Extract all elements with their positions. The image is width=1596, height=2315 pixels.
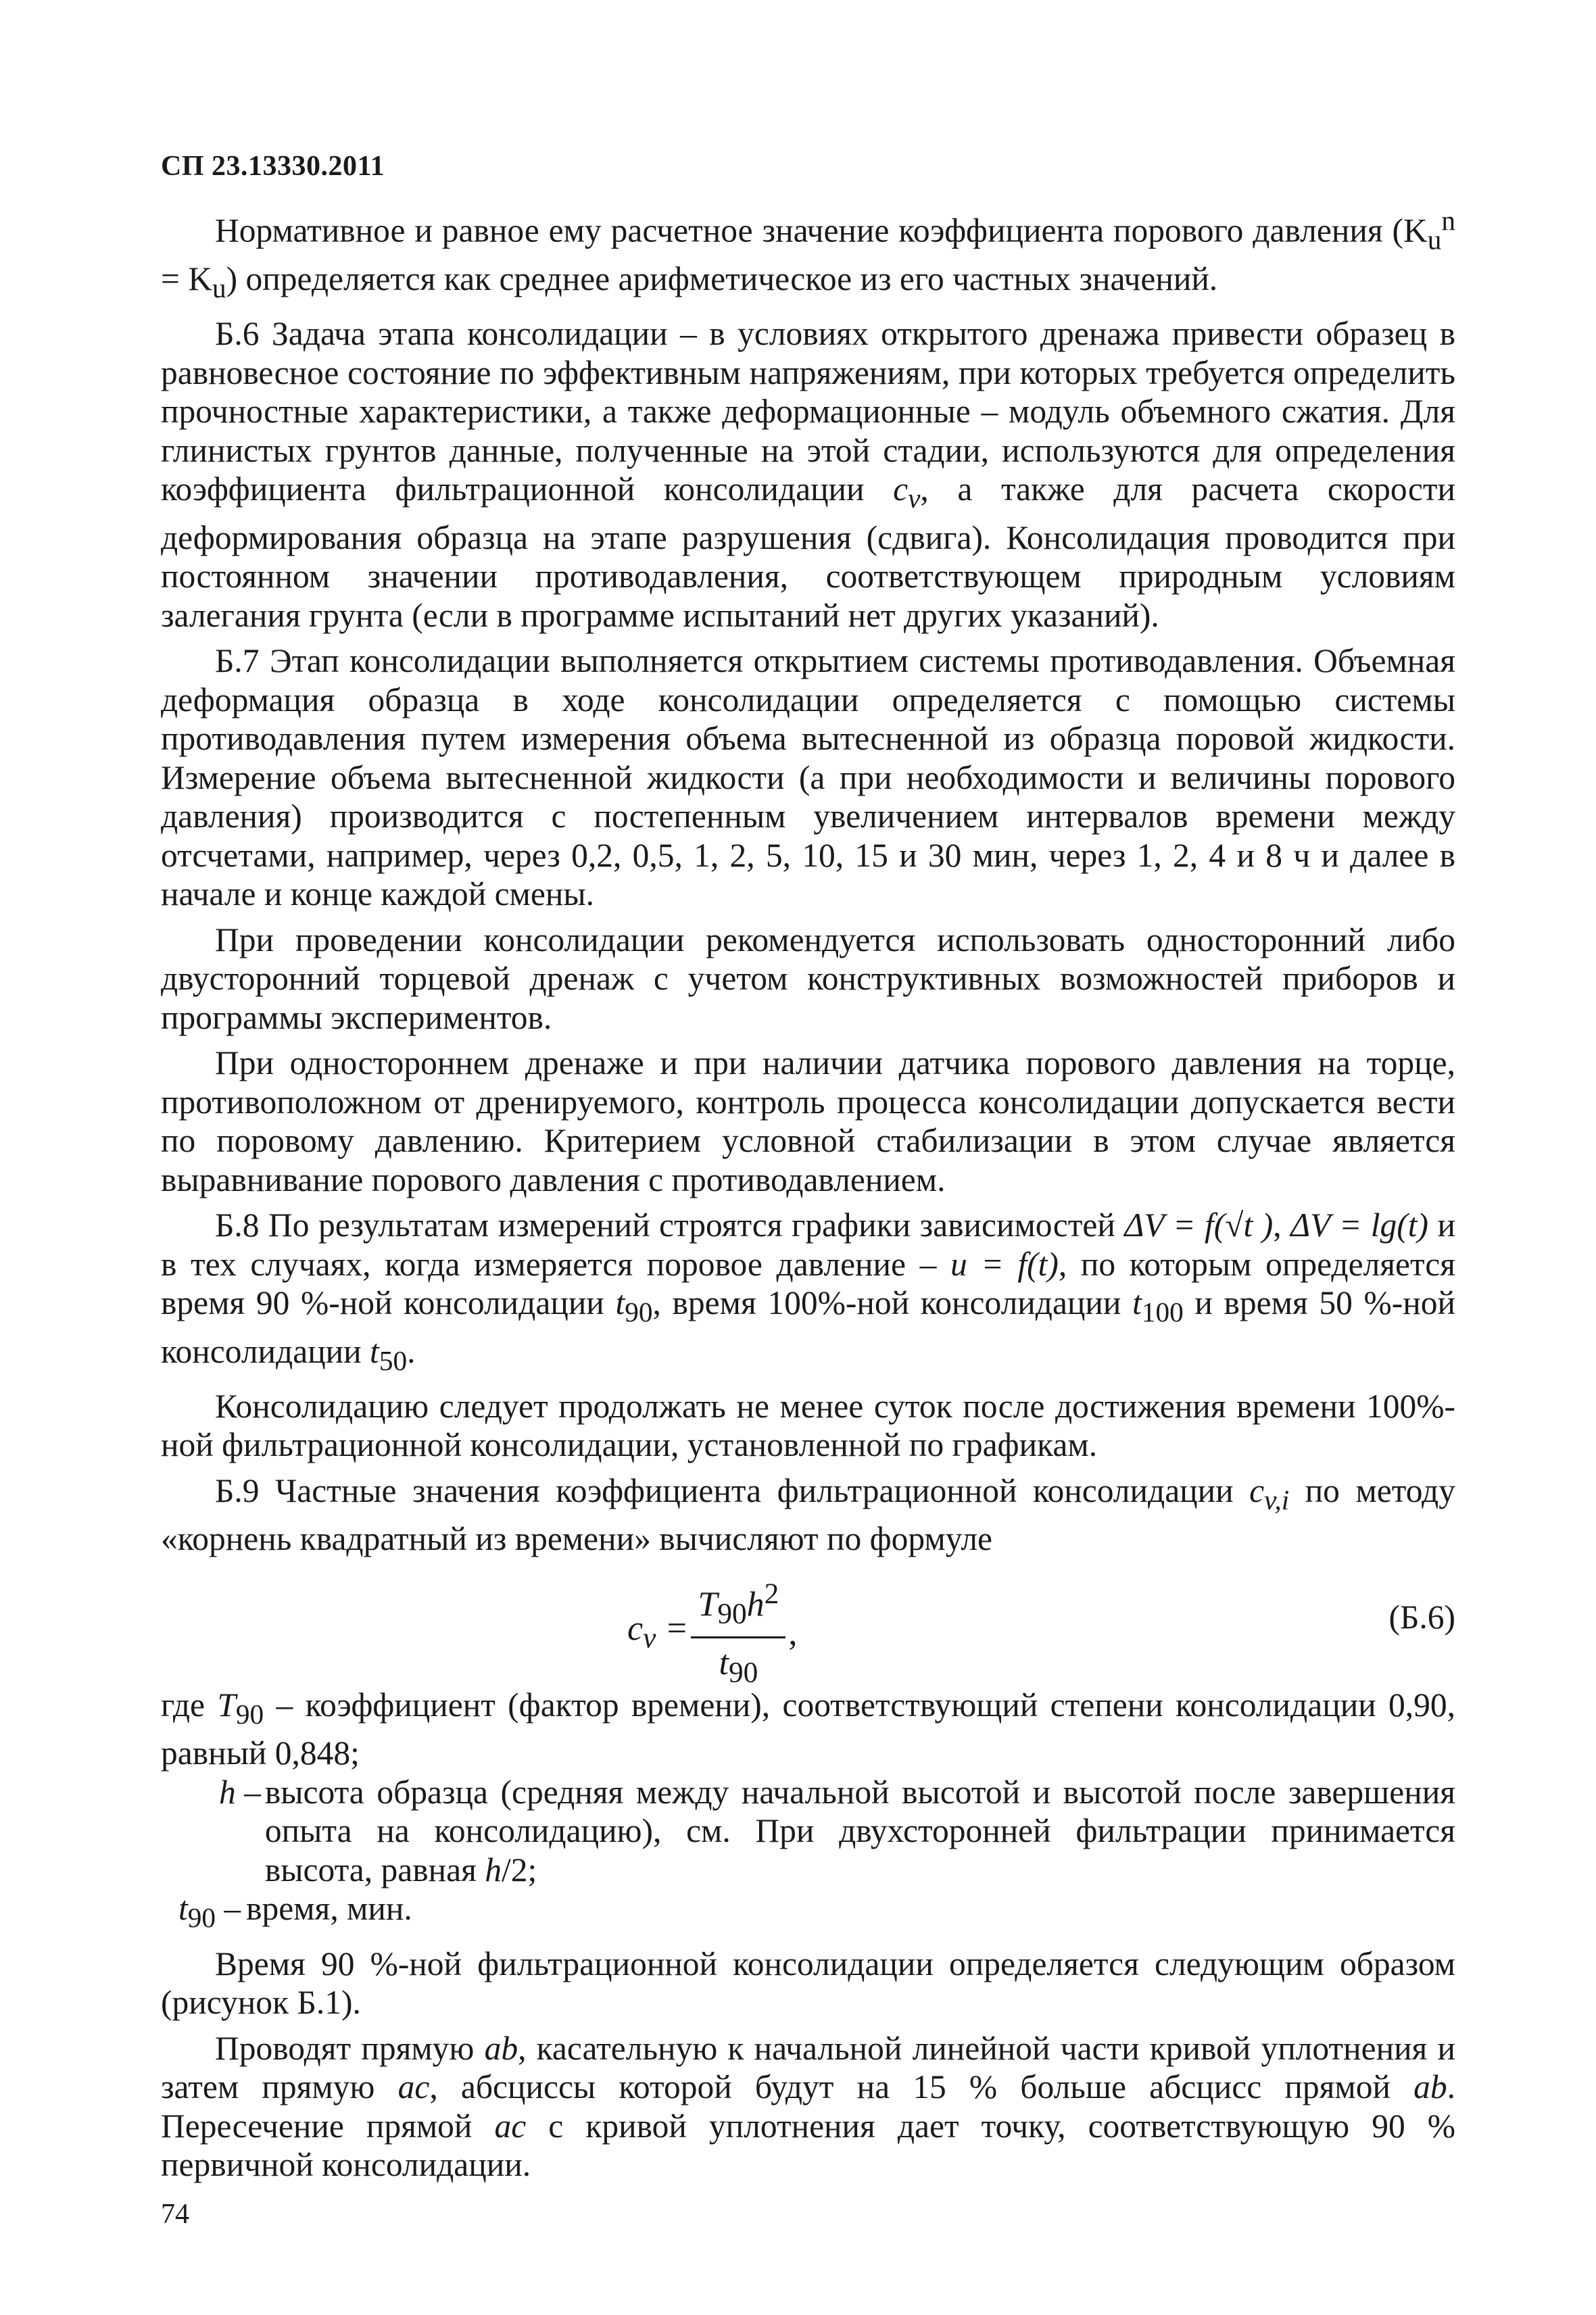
page-number: 74 [161, 2199, 189, 2230]
paragraph-t90-determination: Время 90 %-ной фильтрационной консолидации определяется следующим образом (рисунок Б.1). [161, 1945, 1455, 2022]
definition-h [161, 1773, 1455, 1890]
definition-text: коэффициент (фактор времени), соответствующий степени консолидации 0,90, равный 0,848; [161, 1686, 1456, 1772]
definition-t90-time [161, 1889, 1455, 1937]
definition-symbol: h – [219, 1773, 261, 1811]
formula-b6 [161, 1565, 1455, 1689]
paragraph-b7-consolidation-stage: Б.7 Этап консолидации выполняется открытием системы противодавления. Объемная деформация образца в ходе консолидации определяется с помощью системы противодавления путем измерения объема вытесненной из образца поровой жидкости. Измерение объема вытесненной жидкости (а при необходимости и величины порового давления) производится с постепенным увеличением интервалов времени между отсчетами, например, через 0,2, 0,5, 1, 2, 5, 10, 15 и 30 мин, через 1, 2, 4 и 8 ч и далее в начале и конце каждой смены. [161, 642, 1455, 913]
document-body [161, 201, 1455, 2191]
document-code-header: СП 23.13330.2011 [161, 151, 385, 182]
paragraph-b8-graphs: Б.8 По результатам измерений строятся графики зависимостей ΔV = f(√t ), ΔV = lg(t) и в тех случаях, когда измеряется поровое давление – u = f(t), по которым определяется время 90 %-ной консолидации $t_{90}$, время 100%-ной консолидации $t_{100}$ и время 50 %-ной консолидации $t_{50}$. [161, 1207, 1456, 1376]
formula-fraction [691, 1575, 785, 1692]
paragraph-drainage-recommendation: При проведении консолидации рекомендуется использовать односторонний либо двусторонний торцевой дренаж с учетом конструктивных возможностей приборов и программы экспериментов. [161, 921, 1455, 1036]
definition-text: время, мин. [246, 1890, 412, 1928]
formula-definitions [161, 1686, 1455, 1938]
paragraph-b9-formula-intro: Б.9 Частные значения коэффициента фильтрационной консолидации $c_{v,i}$ по методу «корнень квадратный из времени» вычисляют по формуле [161, 1471, 1455, 1558]
formula-label: (Б.6) [1388, 1598, 1455, 1636]
formula-trailing-comma: , [788, 1614, 798, 1653]
paragraph-one-sided-drainage: При одностороннем дренаже и при наличии датчика порового давления на торце, противоположном от дренируемого, контроль процесса консолидации допускается вести по поровому давлению. Критерием условной стабилизации в этом случае является выравнивание порового давления с противодавлением. [161, 1044, 1455, 1198]
paragraph-consolidation-duration: Консолидацию следует продолжать не менее суток после достижения времени 100%-ной фильтрационной консолидации, установленной по графикам. [161, 1387, 1455, 1464]
formula-denominator: $t_{90}$ [719, 1644, 758, 1689]
definition-symbol: $t_{90}$ – [178, 1890, 241, 1934]
formula-lhs: $c_v$ = [627, 1609, 689, 1655]
formula-numerator: $T_{90}h^2$ [691, 1575, 785, 1638]
definition-text: высота образца (средняя между начальной высотой и высотой после завершения опыта на консолидацию), см. При двухсторонней фильтрации принимается высота, равная h/2; [264, 1773, 1455, 1888]
definition-symbol: где $T_{90}$ – [161, 1686, 293, 1730]
paragraph-ab-ac-construction: Проводят прямую ab, касательную к начальной линейной части кривой уплотнения и затем прямую ac, абсциссы которой будут на 15 % больше абсцисс прямой ab. Пересечение прямой ac с кривой уплотнения дает точку, соответствующую 90 % первичной консолидации. [161, 2029, 1455, 2184]
formula-expression [627, 1575, 797, 1692]
definition-t90 [161, 1686, 1455, 1773]
paragraph-pore-pressure-coefficient: Нормативное и равное ему расчетное значение коэффициента порового давления $(K_u^n = K_u)$ определяется как среднее арифметическое из его частных значений. [161, 205, 1455, 303]
paragraph-b6-consolidation-task: Б.6 Задача этапа консолидации – в условиях открытого дренажа привести образец в равновесное состояние по эффективным напряжениям, при которых требуется определить прочностные характеристики, а также деформационные – модуль объемного сжатия. Для глинистых грунтов данные, полученные на этой стадии, используются для определения коэффициента фильтрационной консолидации $c_v$, а также для расчета скорости деформирования образца на этапе разрушения (сдвига). Консолидация проводится при постоянном значении противодавления, соответствующем природным условиям залегания грунта (если в программе испытаний нет других указаний). [161, 315, 1455, 634]
